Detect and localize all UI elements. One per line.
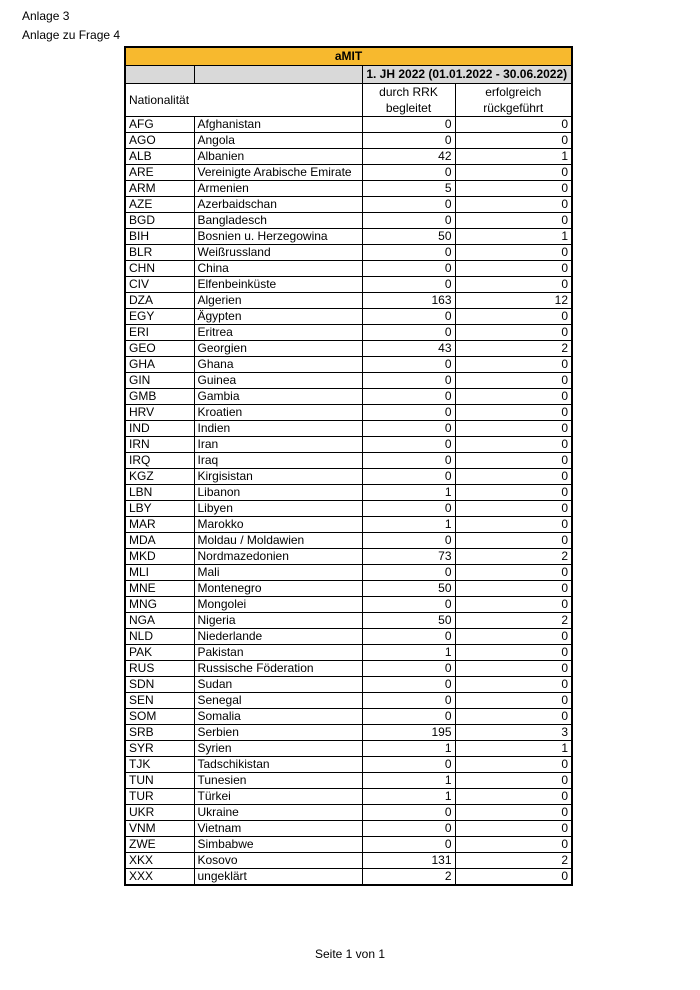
escorted-count-cell: 0 <box>362 837 455 853</box>
country-code-cell: EGY <box>125 309 194 325</box>
country-name-cell: Ukraine <box>194 805 362 821</box>
escorted-count-cell: 1 <box>362 517 455 533</box>
escorted-count-cell: 163 <box>362 293 455 309</box>
country-name-cell: Elfenbeinküste <box>194 277 362 293</box>
escorted-count-cell: 1 <box>362 645 455 661</box>
country-name-cell: Albanien <box>194 149 362 165</box>
returned-count-cell: 0 <box>455 213 572 229</box>
escorted-count-cell: 73 <box>362 549 455 565</box>
country-code-cell: NGA <box>125 613 194 629</box>
country-code-cell: BIH <box>125 229 194 245</box>
country-code-cell: MAR <box>125 517 194 533</box>
country-name-cell: Kirgisistan <box>194 469 362 485</box>
country-code-cell: MNE <box>125 581 194 597</box>
returned-count-cell: 0 <box>455 661 572 677</box>
country-code-cell: DZA <box>125 293 194 309</box>
escorted-count-cell: 0 <box>362 261 455 277</box>
country-name-cell: Azerbaidschan <box>194 197 362 213</box>
table-row <box>125 245 572 261</box>
table-row <box>125 501 572 517</box>
escorted-count-cell: 131 <box>362 853 455 869</box>
returned-count-cell: 0 <box>455 181 572 197</box>
country-code-cell: TUR <box>125 789 194 805</box>
country-name-cell: Gambia <box>194 389 362 405</box>
table-row <box>125 309 572 325</box>
table-row <box>125 341 572 357</box>
country-code-cell: SRB <box>125 725 194 741</box>
country-code-cell: ARM <box>125 181 194 197</box>
country-name-cell: Angola <box>194 133 362 149</box>
country-code-cell: MLI <box>125 565 194 581</box>
escorted-count-cell: 42 <box>362 149 455 165</box>
returned-count-cell: 0 <box>455 357 572 373</box>
country-name-cell: Iran <box>194 437 362 453</box>
country-name-cell: Iraq <box>194 453 362 469</box>
country-code-cell: AGO <box>125 133 194 149</box>
returned-count-cell: 0 <box>455 869 572 886</box>
country-name-cell: Sudan <box>194 677 362 693</box>
escorted-count-cell: 0 <box>362 117 455 133</box>
country-code-cell: XXX <box>125 869 194 886</box>
country-code-cell: GMB <box>125 389 194 405</box>
escorted-count-cell: 0 <box>362 821 455 837</box>
country-code-cell: VNM <box>125 821 194 837</box>
returned-count-cell: 0 <box>455 645 572 661</box>
table-row <box>125 453 572 469</box>
country-name-cell: Marokko <box>194 517 362 533</box>
returned-count-cell: 0 <box>455 197 572 213</box>
country-code-cell: AFG <box>125 117 194 133</box>
returned-count-cell: 0 <box>455 261 572 277</box>
country-code-cell: HRV <box>125 405 194 421</box>
country-code-cell: MKD <box>125 549 194 565</box>
column-header-escorted: durch RRK begleitet <box>362 84 455 117</box>
escorted-count-cell: 50 <box>362 229 455 245</box>
country-name-cell: Syrien <box>194 741 362 757</box>
country-name-cell: China <box>194 261 362 277</box>
table-row <box>125 789 572 805</box>
returned-count-cell: 0 <box>455 437 572 453</box>
table-row <box>125 565 572 581</box>
country-code-cell: ARE <box>125 165 194 181</box>
table-row <box>125 277 572 293</box>
returned-count-cell: 0 <box>455 405 572 421</box>
country-name-cell: Bangladesch <box>194 213 362 229</box>
escorted-count-cell: 195 <box>362 725 455 741</box>
table-row <box>125 757 572 773</box>
returned-count-cell: 0 <box>455 277 572 293</box>
country-code-cell: MNG <box>125 597 194 613</box>
escorted-count-cell: 0 <box>362 277 455 293</box>
country-name-cell: Libyen <box>194 501 362 517</box>
table-row <box>125 149 572 165</box>
escorted-count-cell: 0 <box>362 565 455 581</box>
escorted-count-cell: 0 <box>362 597 455 613</box>
table-row <box>125 437 572 453</box>
escorted-count-cell: 0 <box>362 373 455 389</box>
country-code-cell: CIV <box>125 277 194 293</box>
annex-label: Anlage 3 <box>22 9 70 23</box>
table-row <box>125 357 572 373</box>
country-name-cell: Kroatien <box>194 405 362 421</box>
table-row <box>125 165 572 181</box>
country-code-cell: MDA <box>125 533 194 549</box>
table-row <box>125 725 572 741</box>
table-row <box>125 677 572 693</box>
table-row <box>125 229 572 245</box>
returned-count-cell: 0 <box>455 821 572 837</box>
table-row <box>125 821 572 837</box>
table-row <box>125 469 572 485</box>
country-name-cell: Eritrea <box>194 325 362 341</box>
table-row <box>125 133 572 149</box>
table-row <box>125 517 572 533</box>
period-blank-1 <box>125 66 194 84</box>
escorted-count-cell: 0 <box>362 389 455 405</box>
escorted-count-cell: 0 <box>362 469 455 485</box>
returned-count-cell: 0 <box>455 597 572 613</box>
country-name-cell: Senegal <box>194 693 362 709</box>
country-name-cell: Indien <box>194 421 362 437</box>
country-code-cell: GEO <box>125 341 194 357</box>
returned-count-cell: 0 <box>455 709 572 725</box>
escorted-count-cell: 0 <box>362 405 455 421</box>
escorted-count-cell: 1 <box>362 773 455 789</box>
returned-count-cell: 0 <box>455 373 572 389</box>
table-title: aMIT <box>125 47 572 66</box>
country-name-cell: ungeklärt <box>194 869 362 886</box>
country-name-cell: Tunesien <box>194 773 362 789</box>
returned-count-cell: 0 <box>455 485 572 501</box>
country-name-cell: Simbabwe <box>194 837 362 853</box>
country-name-cell: Mongolei <box>194 597 362 613</box>
country-code-cell: LBN <box>125 485 194 501</box>
returned-count-cell: 0 <box>455 389 572 405</box>
escorted-count-cell: 0 <box>362 197 455 213</box>
country-name-cell: Tadschikistan <box>194 757 362 773</box>
escorted-count-cell: 0 <box>362 661 455 677</box>
data-table <box>124 46 573 886</box>
country-name-cell: Algerien <box>194 293 362 309</box>
country-code-cell: CHN <box>125 261 194 277</box>
country-name-cell: Somalia <box>194 709 362 725</box>
table-row <box>125 533 572 549</box>
escorted-count-cell: 0 <box>362 421 455 437</box>
escorted-count-cell: 0 <box>362 165 455 181</box>
table-row <box>125 741 572 757</box>
country-name-cell: Libanon <box>194 485 362 501</box>
country-code-cell: BLR <box>125 245 194 261</box>
table-row <box>125 405 572 421</box>
escorted-count-cell: 0 <box>362 309 455 325</box>
table-row <box>125 485 572 501</box>
country-name-cell: Ägypten <box>194 309 362 325</box>
returned-count-cell: 0 <box>455 133 572 149</box>
country-code-cell: SDN <box>125 677 194 693</box>
returned-count-cell: 0 <box>455 789 572 805</box>
country-code-cell: IRN <box>125 437 194 453</box>
country-name-cell: Guinea <box>194 373 362 389</box>
escorted-count-cell: 0 <box>362 245 455 261</box>
country-name-cell: Moldau / Moldawien <box>194 533 362 549</box>
country-name-cell: Armenien <box>194 181 362 197</box>
country-code-cell: UKR <box>125 805 194 821</box>
table-row <box>125 869 572 886</box>
table-row <box>125 373 572 389</box>
annex-subtitle: Anlage zu Frage 4 <box>22 28 121 42</box>
returned-count-cell: 2 <box>455 853 572 869</box>
country-name-cell: Vereinigte Arabische Emirate <box>194 165 362 181</box>
returned-count-cell: 2 <box>455 613 572 629</box>
table-row <box>125 645 572 661</box>
country-code-cell: SEN <box>125 693 194 709</box>
returned-count-cell: 0 <box>455 581 572 597</box>
returned-count-cell: 12 <box>455 293 572 309</box>
escorted-count-cell: 0 <box>362 677 455 693</box>
page-number: Seite 1 von 1 <box>314 947 386 961</box>
country-code-cell: BGD <box>125 213 194 229</box>
escorted-count-cell: 0 <box>362 757 455 773</box>
escorted-count-cell: 5 <box>362 181 455 197</box>
returned-count-cell: 1 <box>455 229 572 245</box>
column-header-nationality: Nationalität <box>125 84 362 117</box>
table-row <box>125 629 572 645</box>
country-code-cell: GIN <box>125 373 194 389</box>
country-name-cell: Nigeria <box>194 613 362 629</box>
country-code-cell: RUS <box>125 661 194 677</box>
table-row <box>125 805 572 821</box>
country-name-cell: Türkei <box>194 789 362 805</box>
returned-count-cell: 3 <box>455 725 572 741</box>
country-code-cell: GHA <box>125 357 194 373</box>
country-code-cell: SOM <box>125 709 194 725</box>
escorted-count-cell: 0 <box>362 629 455 645</box>
returned-count-cell: 0 <box>455 805 572 821</box>
country-name-cell: Georgien <box>194 341 362 357</box>
country-name-cell: Montenegro <box>194 581 362 597</box>
column-header-returned: erfolgreich rückgeführt <box>455 84 572 117</box>
table-row <box>125 613 572 629</box>
column-header-row <box>125 84 572 117</box>
country-code-cell: IRQ <box>125 453 194 469</box>
table-row <box>125 853 572 869</box>
table-row <box>125 581 572 597</box>
country-code-cell: AZE <box>125 197 194 213</box>
escorted-count-cell: 50 <box>362 613 455 629</box>
country-code-cell: ALB <box>125 149 194 165</box>
table-row <box>125 597 572 613</box>
returned-count-cell: 0 <box>455 837 572 853</box>
returned-count-cell: 0 <box>455 517 572 533</box>
returned-count-cell: 0 <box>455 693 572 709</box>
returned-count-cell: 2 <box>455 549 572 565</box>
returned-count-cell: 0 <box>455 165 572 181</box>
country-name-cell: Nordmazedonien <box>194 549 362 565</box>
country-code-cell: LBY <box>125 501 194 517</box>
escorted-count-cell: 0 <box>362 133 455 149</box>
country-code-cell: PAK <box>125 645 194 661</box>
returned-count-cell: 0 <box>455 773 572 789</box>
country-code-cell: SYR <box>125 741 194 757</box>
country-name-cell: Bosnien u. Herzegowina <box>194 229 362 245</box>
escorted-count-cell: 0 <box>362 437 455 453</box>
returned-count-cell: 0 <box>455 325 572 341</box>
returned-count-cell: 1 <box>455 741 572 757</box>
country-name-cell: Niederlande <box>194 629 362 645</box>
table-row <box>125 213 572 229</box>
country-name-cell: Ghana <box>194 357 362 373</box>
country-code-cell: IND <box>125 421 194 437</box>
table-row <box>125 661 572 677</box>
escorted-count-cell: 0 <box>362 533 455 549</box>
country-name-cell: Mali <box>194 565 362 581</box>
table-row <box>125 773 572 789</box>
table-row <box>125 261 572 277</box>
country-name-cell: Pakistan <box>194 645 362 661</box>
country-name-cell: Serbien <box>194 725 362 741</box>
returned-count-cell: 0 <box>455 421 572 437</box>
escorted-count-cell: 0 <box>362 357 455 373</box>
country-code-cell: XKX <box>125 853 194 869</box>
returned-count-cell: 2 <box>455 341 572 357</box>
escorted-count-cell: 50 <box>362 581 455 597</box>
country-code-cell: TUN <box>125 773 194 789</box>
table-title-row <box>125 47 572 66</box>
escorted-count-cell: 0 <box>362 213 455 229</box>
returned-count-cell: 0 <box>455 533 572 549</box>
table-row <box>125 293 572 309</box>
returned-count-cell: 0 <box>455 677 572 693</box>
returned-count-cell: 0 <box>455 469 572 485</box>
table-row <box>125 421 572 437</box>
returned-count-cell: 0 <box>455 757 572 773</box>
country-code-cell: KGZ <box>125 469 194 485</box>
country-name-cell: Russische Föderation <box>194 661 362 677</box>
returned-count-cell: 0 <box>455 245 572 261</box>
returned-count-cell: 0 <box>455 117 572 133</box>
country-name-cell: Kosovo <box>194 853 362 869</box>
table-row <box>125 837 572 853</box>
country-name-cell: Weißrussland <box>194 245 362 261</box>
escorted-count-cell: 0 <box>362 805 455 821</box>
period-label: 1. JH 2022 (01.01.2022 - 30.06.2022) <box>362 66 572 84</box>
table-row <box>125 197 572 213</box>
escorted-count-cell: 2 <box>362 869 455 886</box>
table-row <box>125 325 572 341</box>
escorted-count-cell: 43 <box>362 341 455 357</box>
escorted-count-cell: 1 <box>362 789 455 805</box>
escorted-count-cell: 0 <box>362 693 455 709</box>
returned-count-cell: 1 <box>455 149 572 165</box>
returned-count-cell: 0 <box>455 565 572 581</box>
escorted-count-cell: 0 <box>362 501 455 517</box>
returned-count-cell: 0 <box>455 501 572 517</box>
returned-count-cell: 0 <box>455 309 572 325</box>
country-code-cell: ZWE <box>125 837 194 853</box>
table-row <box>125 549 572 565</box>
table-row <box>125 709 572 725</box>
escorted-count-cell: 0 <box>362 325 455 341</box>
escorted-count-cell: 0 <box>362 453 455 469</box>
table-row <box>125 117 572 133</box>
period-blank-2 <box>194 66 362 84</box>
country-code-cell: ERI <box>125 325 194 341</box>
returned-count-cell: 0 <box>455 629 572 645</box>
escorted-count-cell: 1 <box>362 741 455 757</box>
country-name-cell: Vietnam <box>194 821 362 837</box>
returned-count-cell: 0 <box>455 453 572 469</box>
table-row <box>125 389 572 405</box>
table-row <box>125 181 572 197</box>
escorted-count-cell: 0 <box>362 709 455 725</box>
country-name-cell: Afghanistan <box>194 117 362 133</box>
country-code-cell: TJK <box>125 757 194 773</box>
escorted-count-cell: 1 <box>362 485 455 501</box>
table-row <box>125 693 572 709</box>
country-code-cell: NLD <box>125 629 194 645</box>
period-row <box>125 66 572 84</box>
